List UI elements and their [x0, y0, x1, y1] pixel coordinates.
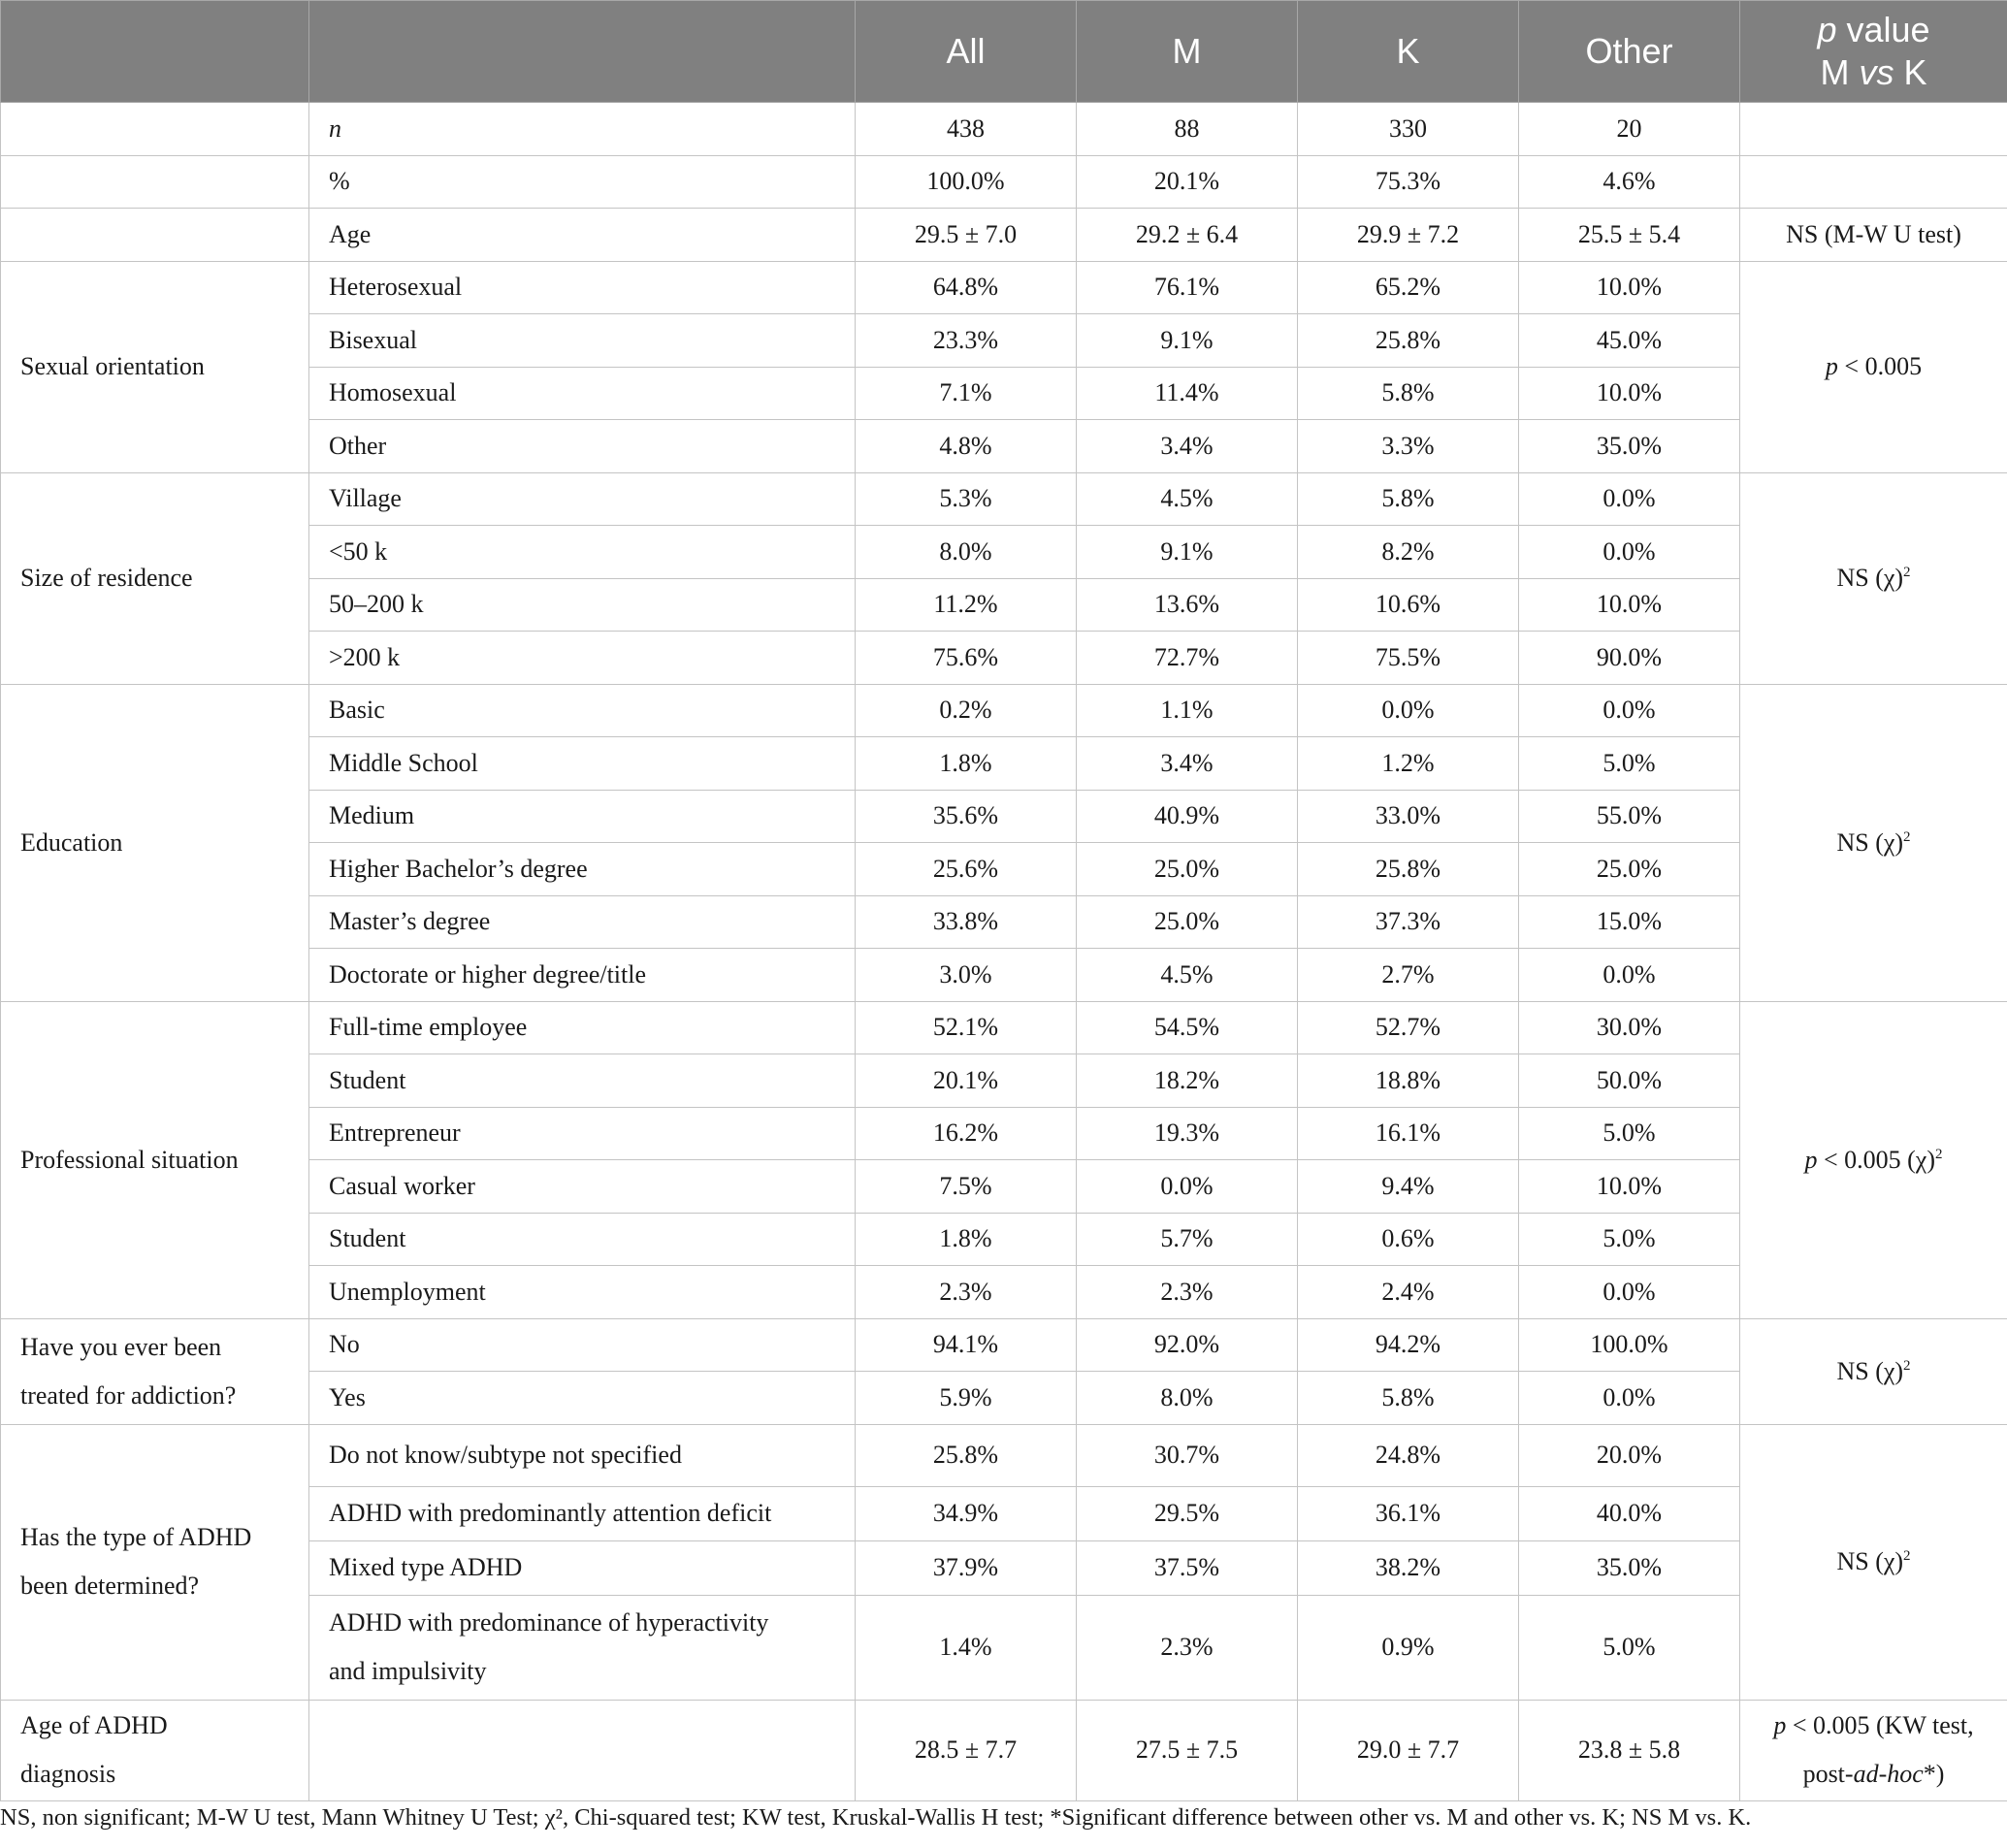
header-k: K: [1298, 1, 1519, 103]
cell-k: 8.2%: [1298, 526, 1519, 579]
cell-m: 2.3%: [1077, 1266, 1298, 1319]
cell-other: 0.0%: [1519, 949, 1740, 1002]
cell-m: 3.4%: [1077, 737, 1298, 791]
row-label: Basic: [309, 684, 856, 737]
cell-other: 5.0%: [1519, 1213, 1740, 1266]
cell-k: 0.0%: [1298, 684, 1519, 737]
table-row: [1, 155, 2007, 209]
cell-other: 25.0%: [1519, 843, 1740, 896]
cell-other: 0.0%: [1519, 684, 1740, 737]
group-education: Education: [1, 684, 309, 1001]
cell-m: 19.3%: [1077, 1107, 1298, 1160]
cell-k: 33.0%: [1298, 790, 1519, 843]
cell-k: 5.8%: [1298, 367, 1519, 420]
cell-all: 5.3%: [856, 472, 1077, 526]
cell-all: 94.1%: [856, 1318, 1077, 1372]
cell-all: 16.2%: [856, 1107, 1077, 1160]
p-value-education: NS $(\chi)^2$: [1740, 684, 2007, 1001]
cell-k: 38.2%: [1298, 1540, 1519, 1595]
cell-k: 52.7%: [1298, 1001, 1519, 1054]
cell-m: 4.5%: [1077, 949, 1298, 1002]
cell-other: 45.0%: [1519, 314, 1740, 368]
row-label: n: [309, 103, 856, 156]
cell-all: 8.0%: [856, 526, 1077, 579]
cell-other: 0.0%: [1519, 472, 1740, 526]
cell-k: 5.8%: [1298, 1372, 1519, 1425]
cell-k: 29.9 ± 7.2: [1298, 209, 1519, 262]
cell-all: 7.5%: [856, 1160, 1077, 1214]
cell-m: 30.7%: [1077, 1424, 1298, 1486]
cell-k: 37.3%: [1298, 895, 1519, 949]
header-blank-item: [309, 1, 856, 103]
table-row: [1, 684, 2007, 737]
cell-m: 25.0%: [1077, 895, 1298, 949]
cell-k: 3.3%: [1298, 420, 1519, 473]
cell-k: 5.8%: [1298, 472, 1519, 526]
cell-all: 1.8%: [856, 737, 1077, 791]
cell-m: 4.5%: [1077, 472, 1298, 526]
group-addiction-treatment: Have you ever been treated for addiction?: [1, 1318, 309, 1424]
table-row: [1, 1424, 2007, 1486]
header-row: [1, 1, 2007, 103]
cell-other: 23.8 ± 5.8: [1519, 1700, 1740, 1800]
cell-other: 20: [1519, 103, 1740, 156]
row-label: Village: [309, 472, 856, 526]
header-p-value: p value M vs K: [1740, 1, 2007, 103]
table-footnote: NS, non significant; M-W U test, Mann Whitney U Test; χ², Chi-squared test; KW test, Kruskal-Wallis H test; *Significant difference between other vs. M and other vs. K; NS M vs. K.: [0, 1804, 1752, 1831]
cell-m: 3.4%: [1077, 420, 1298, 473]
cell-k: 75.3%: [1298, 155, 1519, 209]
cell-m: 13.6%: [1077, 578, 1298, 632]
table-row: [1, 1700, 2007, 1800]
cell-k: 9.4%: [1298, 1160, 1519, 1214]
group-blank: [1, 209, 309, 262]
p-value-sexual-orientation: p < 0.005: [1740, 261, 2007, 472]
row-label: Medium: [309, 790, 856, 843]
cell-all: 1.4%: [856, 1595, 1077, 1700]
cell-other: 5.0%: [1519, 737, 1740, 791]
cell-other: 40.0%: [1519, 1486, 1740, 1540]
cell-all: 25.8%: [856, 1424, 1077, 1486]
p-value-professional-situation: p < 0.005 $(\chi)^2$: [1740, 1001, 2007, 1318]
cell-all: 35.6%: [856, 790, 1077, 843]
cell-all: 29.5 ± 7.0: [856, 209, 1077, 262]
cell-m: 29.2 ± 6.4: [1077, 209, 1298, 262]
cell-other: 20.0%: [1519, 1424, 1740, 1486]
row-label: >200 k: [309, 632, 856, 685]
cell-m: 76.1%: [1077, 261, 1298, 314]
cell-m: 92.0%: [1077, 1318, 1298, 1372]
cell-k: 65.2%: [1298, 261, 1519, 314]
cell-other: 0.0%: [1519, 1266, 1740, 1319]
row-label: Age: [309, 209, 856, 262]
group-sexual-orientation: Sexual orientation: [1, 261, 309, 472]
row-label: 50–200 k: [309, 578, 856, 632]
table-row: [1, 103, 2007, 156]
cell-all: 25.6%: [856, 843, 1077, 896]
cell-all: 37.9%: [856, 1540, 1077, 1595]
cell-other: 100.0%: [1519, 1318, 1740, 1372]
row-label: ADHD with predominantly attention deficit: [309, 1486, 856, 1540]
row-label: ADHD with predominance of hyperactivity and impulsivity: [309, 1595, 856, 1700]
cell-all: 1.8%: [856, 1213, 1077, 1266]
group-adhd-type: Has the type of ADHD been determined?: [1, 1424, 309, 1700]
cell-other: 5.0%: [1519, 1595, 1740, 1700]
p-value-addiction: NS $(\chi)^2$: [1740, 1318, 2007, 1424]
cell-other: 10.0%: [1519, 1160, 1740, 1214]
row-label: Heterosexual: [309, 261, 856, 314]
p-value-size-of-residence: NS $(\chi)^2$: [1740, 472, 2007, 684]
cell-k: 24.8%: [1298, 1424, 1519, 1486]
cell-m: 40.9%: [1077, 790, 1298, 843]
cell-all: 5.9%: [856, 1372, 1077, 1425]
table-row: [1, 209, 2007, 262]
row-label: Doctorate or higher degree/title: [309, 949, 856, 1002]
cell-m: 18.2%: [1077, 1054, 1298, 1108]
cell-m: 9.1%: [1077, 526, 1298, 579]
cell-all: 438: [856, 103, 1077, 156]
group-blank: [1, 103, 309, 156]
cell-all: 0.2%: [856, 684, 1077, 737]
cell-m: 0.0%: [1077, 1160, 1298, 1214]
cell-k: 94.2%: [1298, 1318, 1519, 1372]
cell-other: 90.0%: [1519, 632, 1740, 685]
row-label: Bisexual: [309, 314, 856, 368]
cell-all: 7.1%: [856, 367, 1077, 420]
header-m: M: [1077, 1, 1298, 103]
row-label: Other: [309, 420, 856, 473]
cell-other: 55.0%: [1519, 790, 1740, 843]
cell-all: 4.8%: [856, 420, 1077, 473]
cell-p-value: [1740, 155, 2007, 209]
cell-all: 100.0%: [856, 155, 1077, 209]
group-adhd-diagnosis-age: Age of ADHD diagnosis: [1, 1700, 309, 1800]
cell-other: 10.0%: [1519, 261, 1740, 314]
cell-other: 5.0%: [1519, 1107, 1740, 1160]
cell-other: 35.0%: [1519, 420, 1740, 473]
group-blank: [1, 155, 309, 209]
header-all: All: [856, 1, 1077, 103]
cell-k: 25.8%: [1298, 843, 1519, 896]
table-row: [1, 1318, 2007, 1372]
group-size-of-residence: Size of residence: [1, 472, 309, 684]
cell-m: 5.7%: [1077, 1213, 1298, 1266]
table-row: [1, 1001, 2007, 1054]
row-label: Mixed type ADHD: [309, 1540, 856, 1595]
cell-other: 0.0%: [1519, 1372, 1740, 1425]
row-label: Student: [309, 1054, 856, 1108]
row-label: Unemployment: [309, 1266, 856, 1319]
cell-k: 2.4%: [1298, 1266, 1519, 1319]
cell-all: 34.9%: [856, 1486, 1077, 1540]
cell-m: 8.0%: [1077, 1372, 1298, 1425]
cell-all: 28.5 ± 7.7: [856, 1700, 1077, 1800]
cell-all: 2.3%: [856, 1266, 1077, 1319]
cell-k: 36.1%: [1298, 1486, 1519, 1540]
row-label: No: [309, 1318, 856, 1372]
cell-all: 75.6%: [856, 632, 1077, 685]
row-label: [309, 1700, 856, 1800]
cell-other: 10.0%: [1519, 578, 1740, 632]
cell-k: 0.6%: [1298, 1213, 1519, 1266]
table-row: [1, 261, 2007, 314]
row-label: %: [309, 155, 856, 209]
cell-m: 2.3%: [1077, 1595, 1298, 1700]
cell-m: 29.5%: [1077, 1486, 1298, 1540]
row-label: Entrepreneur: [309, 1107, 856, 1160]
cell-m: 27.5 ± 7.5: [1077, 1700, 1298, 1800]
row-label: Casual worker: [309, 1160, 856, 1214]
cell-k: 29.0 ± 7.7: [1298, 1700, 1519, 1800]
cell-m: 1.1%: [1077, 684, 1298, 737]
cell-k: 0.9%: [1298, 1595, 1519, 1700]
p-value-adhd-diagnosis-age: p < 0.005 (KW test, post-ad-hoc*): [1740, 1700, 2007, 1800]
row-label: Do not know/subtype not specified: [309, 1424, 856, 1486]
cell-other: 50.0%: [1519, 1054, 1740, 1108]
header-blank-group: [1, 1, 309, 103]
cell-m: 25.0%: [1077, 843, 1298, 896]
cell-other: 4.6%: [1519, 155, 1740, 209]
cell-other: 10.0%: [1519, 367, 1740, 420]
cell-p-value: [1740, 103, 2007, 156]
cell-all: 20.1%: [856, 1054, 1077, 1108]
cell-all: 23.3%: [856, 314, 1077, 368]
cell-m: 37.5%: [1077, 1540, 1298, 1595]
cell-k: 75.5%: [1298, 632, 1519, 685]
cell-m: 11.4%: [1077, 367, 1298, 420]
header-other: Other: [1519, 1, 1740, 103]
cell-other: 35.0%: [1519, 1540, 1740, 1595]
cell-all: 52.1%: [856, 1001, 1077, 1054]
row-label: Student: [309, 1213, 856, 1266]
cell-other: 30.0%: [1519, 1001, 1740, 1054]
cell-m: 72.7%: [1077, 632, 1298, 685]
cell-p-value: NS (M-W U test): [1740, 209, 2007, 262]
cell-other: 25.5 ± 5.4: [1519, 209, 1740, 262]
cell-all: 64.8%: [856, 261, 1077, 314]
cell-all: 33.8%: [856, 895, 1077, 949]
cell-other: 0.0%: [1519, 526, 1740, 579]
cell-m: 54.5%: [1077, 1001, 1298, 1054]
cell-k: 10.6%: [1298, 578, 1519, 632]
cell-m: 9.1%: [1077, 314, 1298, 368]
cell-k: 2.7%: [1298, 949, 1519, 1002]
cell-k: 16.1%: [1298, 1107, 1519, 1160]
row-label: <50 k: [309, 526, 856, 579]
cell-k: 1.2%: [1298, 737, 1519, 791]
cell-m: 88: [1077, 103, 1298, 156]
row-label: Middle School: [309, 737, 856, 791]
cell-k: 18.8%: [1298, 1054, 1519, 1108]
table-row: [1, 472, 2007, 526]
cell-m: 20.1%: [1077, 155, 1298, 209]
group-professional-situation: Professional situation: [1, 1001, 309, 1318]
cell-k: 330: [1298, 103, 1519, 156]
cell-all: 11.2%: [856, 578, 1077, 632]
cell-other: 15.0%: [1519, 895, 1740, 949]
cell-all: 3.0%: [856, 949, 1077, 1002]
cell-k: 25.8%: [1298, 314, 1519, 368]
row-label: Yes: [309, 1372, 856, 1425]
row-label: Master’s degree: [309, 895, 856, 949]
p-value-adhd-type: NS $(\chi)^2$: [1740, 1424, 2007, 1700]
row-label: Higher Bachelor’s degree: [309, 843, 856, 896]
row-label: Full-time employee: [309, 1001, 856, 1054]
row-label: Homosexual: [309, 367, 856, 420]
